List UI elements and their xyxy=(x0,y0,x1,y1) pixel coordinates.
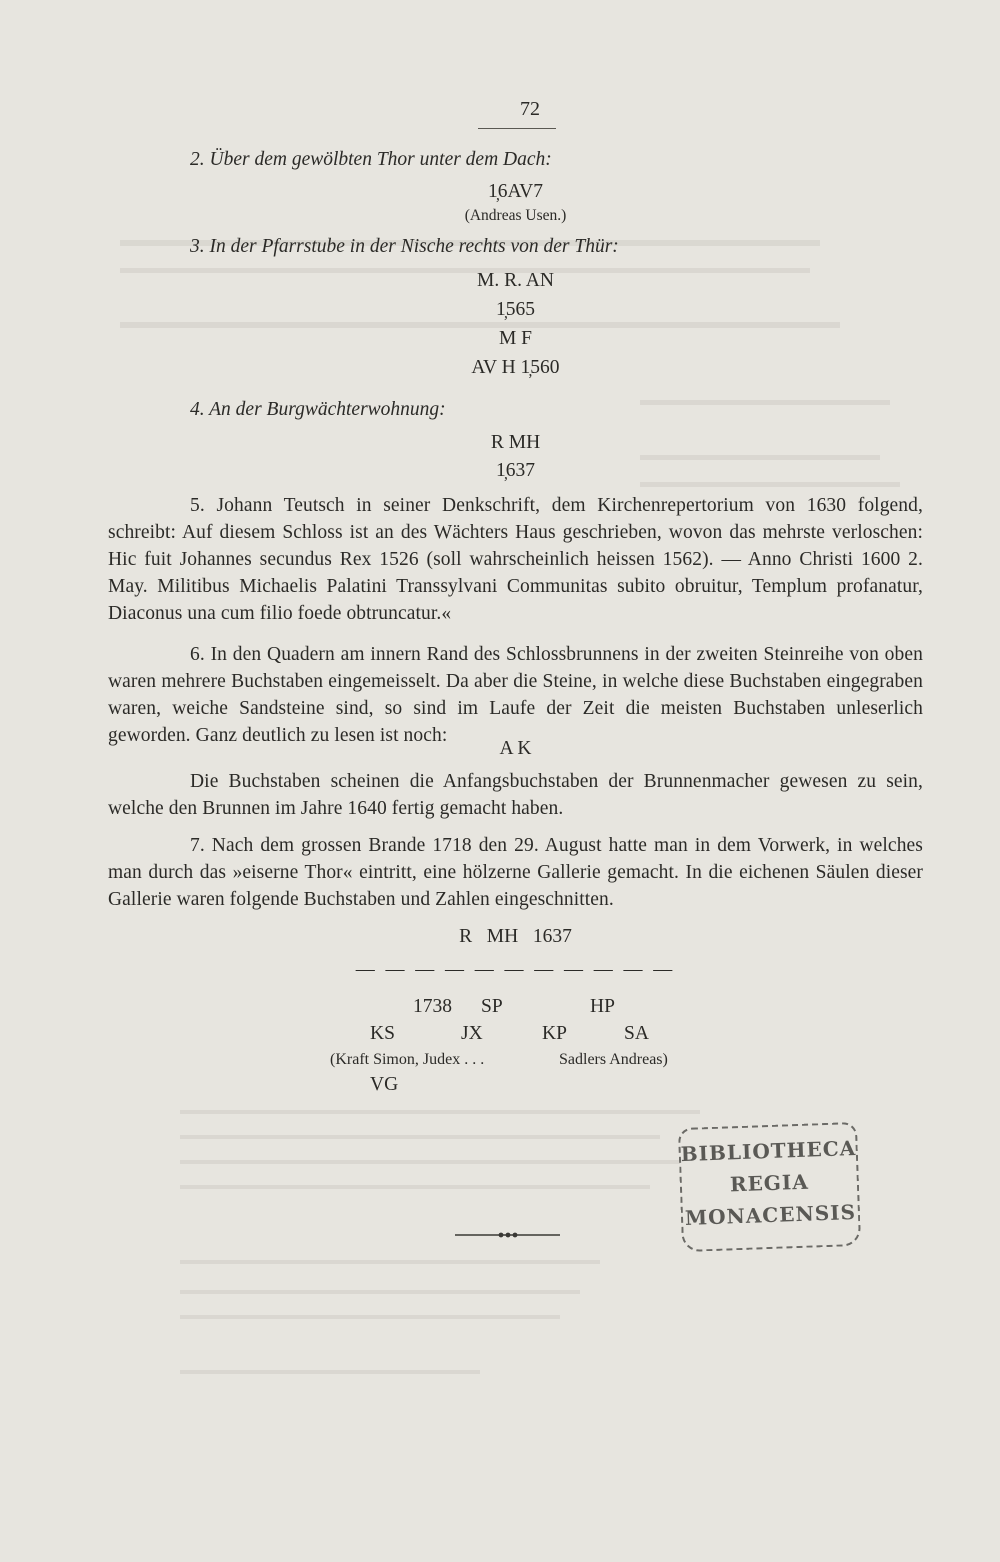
section-4-heading: 4. An der Burgwächterwohnung: xyxy=(190,399,446,420)
gallery-row3-d: SA xyxy=(624,1023,649,1044)
paragraph-7: 7. Nach dem grossen Brande 1718 den 29. August hatte man in dem Vorwerk, in welches man durch das »eiserne Thor« eintritt, eine hölzerne Gallerie gemacht. In die eichenen Säulen dieser Gallerie waren folgende Buchstaben und Zahlen eingeschnitten. xyxy=(108,835,923,910)
gallery-row2-c: HP xyxy=(590,996,615,1017)
section-2-heading: 2. Über dem gewölbten Thor unter dem Dach: xyxy=(190,149,552,170)
stamp-line-1: BIBLIOTHECA xyxy=(680,1135,857,1167)
text-column xyxy=(108,146,923,1113)
paragraph-5: 5. Johann Teutsch in seiner Denkschrift, dem Kirchenrepertorium von 1630 folgend, schreibt: Auf diesem Schloss ist an des Wächters Haus geschrieben, wovon das mehrste verloschen: Hic fuit Johannes secundus Rex 1526 (soll wahrscheinlich heissen 1562). — Anno Christi 1600 2. May. Militibus Michaelis Palatini Transsylvani Communitas subito obruitur, Templum profanatur, Diaconus una cum filio foede obtruncatur.« xyxy=(108,495,923,624)
page-number: 72 xyxy=(520,98,540,120)
gallery-row5: VG xyxy=(370,1074,399,1095)
stamp-line-3: MONACENSIS xyxy=(684,1200,857,1230)
paragraph-6b: Die Buchstaben scheinen die Anfangsbuchstaben der Brunnenmacher gewesen zu sein, welche den Brunnen im Jahre 1640 fertig gemacht haben. xyxy=(108,771,923,819)
gallery-row2-a: 1738 xyxy=(413,996,452,1017)
library-stamp xyxy=(678,1122,861,1252)
paragraph-6-inscription: A K xyxy=(499,738,532,759)
section-2-inscription: 1̦6AV7 xyxy=(488,181,543,202)
gallery-line-1: R MH 1637 xyxy=(459,926,572,947)
gallery-row2-b: SP xyxy=(481,996,503,1017)
gallery-row4-right: Sadlers Andreas) xyxy=(559,1051,668,1068)
section-3-line-2: 1̦565 xyxy=(496,299,535,320)
gallery-row3-c: KP xyxy=(542,1023,567,1044)
gallery-row4-left: (Kraft Simon, Judex . . . xyxy=(330,1051,485,1068)
section-4-line-1: R MH xyxy=(490,432,541,453)
section-3-line-3: M F xyxy=(498,328,533,349)
gallery-dashes: — — — — — — — — — — — xyxy=(355,959,676,980)
section-3-heading: 3. In der Pfarrstube in der Nische rechts von der Thür: xyxy=(190,236,619,257)
gallery-row3-b: JX xyxy=(461,1023,483,1044)
gallery-row3-a: KS xyxy=(370,1023,395,1044)
section-2-gloss: (Andreas Usen.) xyxy=(464,207,567,224)
stamp-line-2: REGIA xyxy=(729,1169,810,1197)
gallery-inscription-grid xyxy=(108,993,923,1113)
section-3-line-1: M. R. AN xyxy=(477,270,554,291)
paragraph-6: 6. In den Quadern am innern Rand des Schlossbrunnens in der zweiten Steinreihe von oben waren mehrere Buchstaben eingemeisselt. Da aber die Steine, in welche diese Buchstaben eingegraben waren, weiche Sandsteine sind, so sind im Laufe der Zeit die meisten Buchstaben unleserlich geworden. Ganz deutlich zu lesen ist noch: xyxy=(108,644,923,746)
section-3-line-4: AV H 1̦560 xyxy=(471,357,560,378)
section-4-line-2: 1̦637 xyxy=(496,460,535,481)
closing-ornament xyxy=(455,1232,560,1238)
page-number-rule xyxy=(478,128,556,129)
